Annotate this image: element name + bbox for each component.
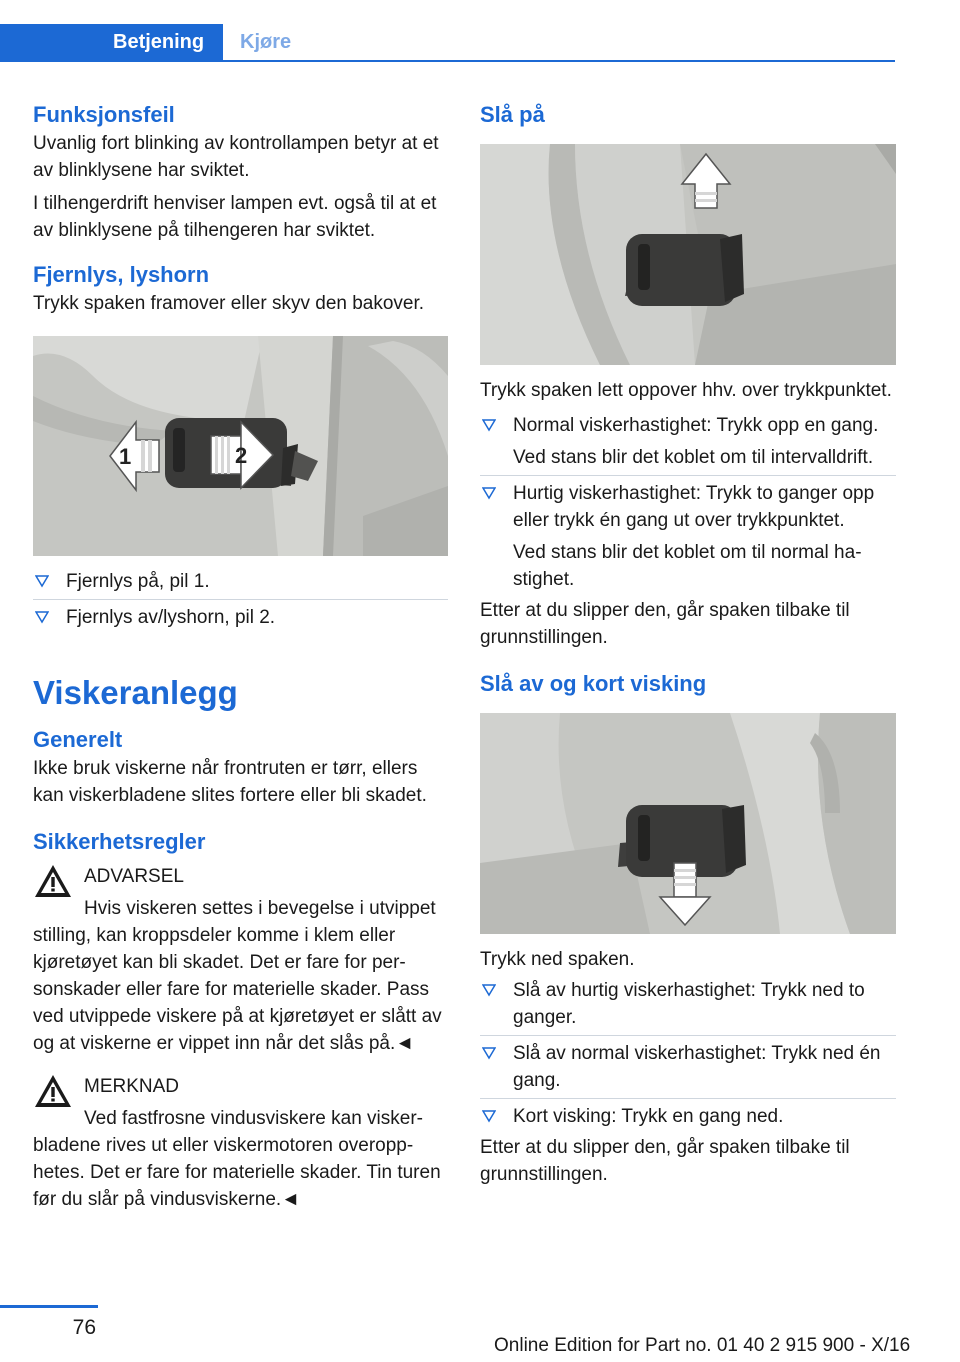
note-block — [33, 1073, 448, 1213]
warning-triangle-icon — [33, 1073, 73, 1109]
figure-fjernlys-lever — [33, 336, 448, 556]
list-item — [480, 1099, 896, 1134]
sla-pa-after-text: Etter at du slipper den, går spaken tilbake til grunnstillingen. — [480, 600, 850, 648]
warning-triangle-icon — [33, 863, 73, 899]
arrow-label-1: 1 — [119, 444, 132, 469]
right-column — [480, 100, 896, 1188]
list-item — [480, 408, 896, 476]
triangle-bullet-icon — [482, 983, 496, 997]
list-item — [480, 1036, 896, 1099]
fjernlys-list — [33, 564, 448, 635]
note-title: MERKNAD — [84, 1076, 180, 1097]
fjernlys-text: Trykk spaken framover eller skyv den bakover. — [33, 293, 425, 314]
heading-fjernlys: Fjernlys, lyshorn — [33, 262, 210, 287]
funksjonsfeil-text-2: I tilhengerdrift henviser lampen evt. også til at et av blinklysene på tilhengeren har sviktet. — [33, 193, 437, 241]
footer-rule — [0, 1305, 98, 1308]
heading-sla-pa: Slå på — [480, 102, 545, 127]
note-text: Ved fastfrosne vindusviskere kan viskerbladene rives ut eller viskermotoren overopphetes. Det er fare for materielle skader. Tin turen før du slår på vindusviskerne.◄ — [33, 1108, 441, 1210]
sla-pa-text: Trykk spaken lett oppover hhv. over trykkpunktet. — [480, 380, 892, 401]
warning-block — [33, 863, 448, 1057]
heading-viskeranlegg: Viskeranlegg — [33, 674, 238, 711]
list-item — [480, 973, 896, 1036]
fjernlys-item-1: Fjernlys på, pil 1. — [66, 571, 210, 592]
sla-av-text: Trykk ned spaken. — [480, 949, 635, 970]
list-item — [33, 564, 448, 600]
heading-funksjonsfeil: Funksjonsfeil — [33, 102, 175, 127]
tab-betjening[interactable]: Betjening — [0, 24, 223, 60]
sla-av-item-1: Slå av hurtig viskerhastighet: Trykk ned to ganger. — [513, 980, 865, 1028]
header-tabbar — [0, 24, 895, 62]
left-column — [33, 100, 448, 1213]
sla-av-list — [480, 973, 896, 1134]
triangle-bullet-icon — [482, 1109, 496, 1123]
sla-pa-item-1: Normal viskerhastighet: Trykk opp en gang. — [513, 415, 879, 436]
heading-sikkerhetsregler: Sikkerhetsregler — [33, 829, 206, 854]
generelt-text: Ikke bruk viskerne når frontruten er tørr, ellers kan viskerbladene slites fortere eller bli skadet. — [33, 758, 427, 806]
triangle-bullet-icon — [482, 418, 496, 432]
sla-av-item-3: Kort visking: Trykk en gang ned. — [513, 1106, 784, 1127]
figure-wiper-up — [480, 144, 896, 365]
page-number: 76 — [72, 1316, 96, 1339]
warning-title: ADVARSEL — [84, 866, 184, 887]
sla-av-item-2: Slå av normal viskerhastighet: Trykk ned én gang. — [513, 1043, 881, 1091]
triangle-bullet-icon — [35, 574, 49, 588]
sla-pa-item-2-note: Ved stans blir det koblet om til normal hastighet. — [513, 542, 862, 590]
triangle-bullet-icon — [482, 486, 496, 500]
tab-kjore[interactable]: Kjøre — [240, 31, 292, 53]
lever-illustration-push-pull — [33, 336, 448, 556]
figure-wiper-down — [480, 713, 896, 934]
sla-pa-list — [480, 408, 896, 597]
warning-text: Hvis viskeren settes i bevegelse i utvippet stilling, kan kroppsdeler komme i klem eller kjøretøyet kan bli skadet. Det er fare for personskader eller fare for materielle skader. Pass ved utvippede viskere på at kjøretøyet er slått av og at viskerne er vippet inn når det slås på.◄ — [33, 898, 442, 1054]
triangle-bullet-icon — [35, 610, 49, 624]
sla-pa-item-1-note: Ved stans blir det koblet om til intervalldrift. — [513, 447, 874, 468]
sla-av-after-text: Etter at du slipper den, går spaken tilbake til grunnstillingen. — [480, 1137, 850, 1185]
list-item — [480, 476, 896, 597]
fjernlys-item-2: Fjernlys av/lyshorn, pil 2. — [66, 607, 276, 628]
heading-generelt: Generelt — [33, 727, 123, 752]
funksjonsfeil-text-1: Uvanlig fort blinking av kontrollampen betyr at et av blinklysene har sviktet. — [33, 133, 439, 181]
arrow-label-2: 2 — [235, 443, 248, 468]
triangle-bullet-icon — [482, 1046, 496, 1060]
lever-illustration-up — [480, 144, 896, 365]
list-item — [33, 600, 448, 635]
sla-pa-item-2: Hurtig viskerhastighet: Trykk to ganger opp eller trykk én gang ut over trykkpunktet. — [513, 483, 875, 531]
lever-illustration-down — [480, 713, 896, 934]
heading-sla-av: Slå av og kort visking — [480, 671, 707, 696]
footer-edition: Online Edition for Part no. 01 40 2 915 900 - X/16 — [494, 1335, 911, 1356]
